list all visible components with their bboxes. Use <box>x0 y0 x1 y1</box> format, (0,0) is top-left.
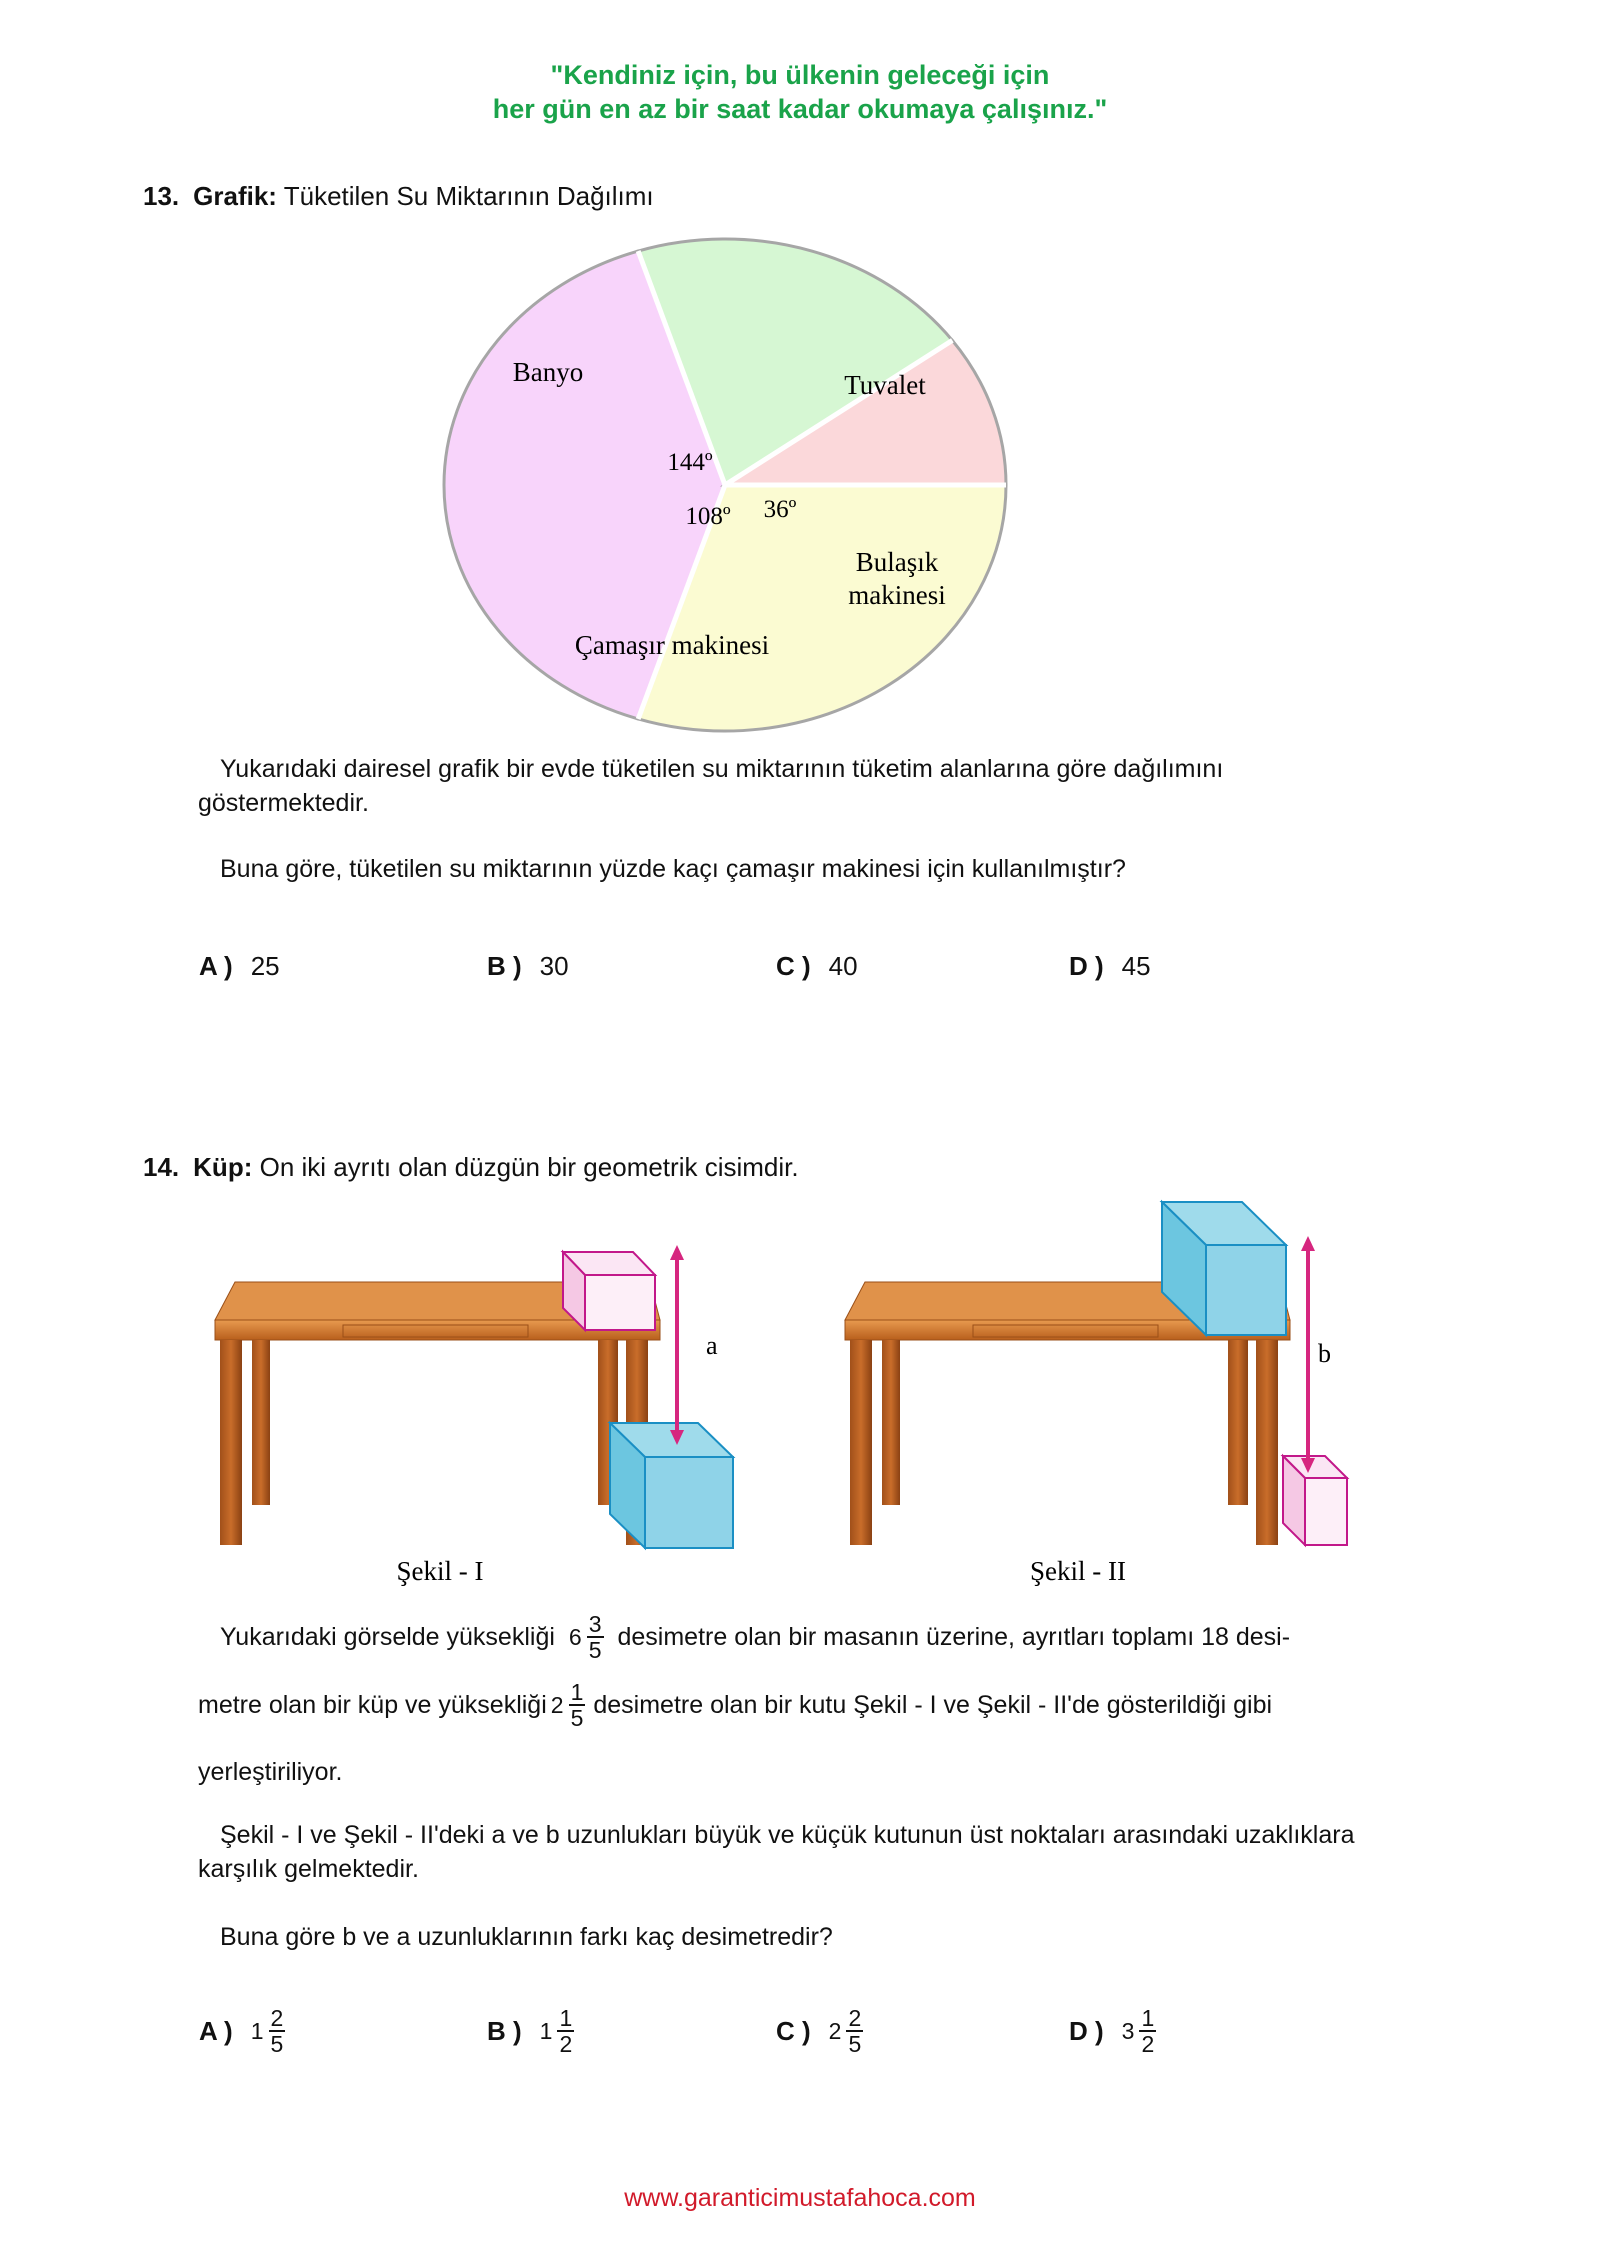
q13-option-d[interactable] <box>1069 951 1151 982</box>
q14-line-1 <box>220 1612 1290 1662</box>
q14-text1-post: desimetre olan bir masanın üzerine, ayrıtları toplamı 18 desi- <box>617 1622 1291 1651</box>
figure-label-2: Şekil - II <box>1030 1556 1126 1586</box>
box-height-whole: 2 <box>550 1691 564 1718</box>
motto <box>0 58 1600 126</box>
q13-title: Tüketilen Su Miktarının Dağılımı <box>283 181 654 211</box>
q14-text2-post: desimetre olan bir kutu Şekil - I ve Şekil - II'de gösterildiği gibi <box>593 1690 1273 1719</box>
q13-option-c-letter: C ) <box>776 951 811 981</box>
q14-option-b-den: 2 <box>559 2031 573 2057</box>
slice-label-tuvalet: Tuvalet <box>844 370 926 400</box>
slice-label-bulasik-1: Bulaşık <box>855 547 939 577</box>
box-height-den: 5 <box>570 1705 584 1731</box>
motto-line-1: "Kendiniz için, bu ülkenin geleceği için <box>550 60 1050 90</box>
q14-title: On iki ayrıtı olan düzgün bir geometrik cisimdir. <box>259 1152 799 1182</box>
table-height-den: 5 <box>588 1637 602 1663</box>
tables-figure <box>0 1190 1600 1590</box>
q14-option-d-num: 1 <box>1141 2005 1155 2031</box>
q14-option-a-whole: 1 <box>250 2017 264 2044</box>
q14-option-b[interactable] <box>487 2006 578 2056</box>
q14-option-b-whole: 1 <box>539 2017 553 2044</box>
q14-option-c-num: 2 <box>848 2005 862 2031</box>
q13-header <box>143 181 654 212</box>
q14-option-a-den: 5 <box>270 2031 284 2057</box>
q13-option-a-value: 25 <box>250 951 280 981</box>
q13-number: 13. <box>143 181 180 211</box>
q13-option-d-value: 45 <box>1121 951 1151 981</box>
footer-link[interactable]: www.garanticimustafahoca.com <box>624 2184 976 2212</box>
small-box-1 <box>563 1252 655 1330</box>
q13-option-b[interactable] <box>487 951 569 982</box>
arrow-a <box>670 1245 684 1445</box>
q13-option-b-letter: B ) <box>487 951 522 981</box>
angle-label-144: 144º <box>667 449 713 476</box>
slice-label-camasir: Çamaşır makinesi <box>574 630 770 660</box>
q14-option-d[interactable] <box>1069 2006 1160 2056</box>
box-height-num: 1 <box>570 1679 584 1705</box>
q14-option-a[interactable] <box>199 2006 289 2056</box>
figure-label-1: Şekil - I <box>396 1556 484 1586</box>
q14-option-d-letter: D ) <box>1069 2015 1104 2046</box>
q13-question: Buna göre, tüketilen su miktarının yüzde kaçı çamaşır makinesi için kullanılmıştır? <box>220 855 1126 883</box>
q14-option-c-whole: 2 <box>828 2017 842 2044</box>
q13-option-c-value: 40 <box>828 951 858 981</box>
q14-line-2 <box>198 1680 1272 1730</box>
arrow-b <box>1301 1236 1315 1473</box>
angle-label-36: 36º <box>763 496 797 523</box>
cube-1 <box>610 1423 733 1548</box>
q13-option-a-letter: A ) <box>199 951 233 981</box>
table-height-whole: 6 <box>568 1623 582 1650</box>
q14-question: Buna göre b ve a uzunluklarının farkı kaç desimetredir? <box>220 1923 833 1951</box>
q13-option-b-value: 30 <box>539 951 569 981</box>
q14-option-b-num: 1 <box>559 2005 573 2031</box>
q14-option-d-whole: 3 <box>1121 2017 1135 2044</box>
q14-option-c-den: 5 <box>848 2031 862 2057</box>
q14-option-a-num: 2 <box>270 2005 284 2031</box>
q14-header <box>143 1152 799 1183</box>
q14-option-a-letter: A ) <box>199 2015 233 2046</box>
q13-option-d-letter: D ) <box>1069 951 1104 981</box>
slice-label-bulasik-2: makinesi <box>848 580 946 610</box>
arrow-b-label: b <box>1318 1339 1331 1368</box>
q14-text1-pre: Yukarıdaki görselde yüksekliği <box>220 1622 555 1651</box>
q14-text3: yerleştiriliyor. <box>198 1758 343 1786</box>
slice-label-banyo: Banyo <box>512 357 584 387</box>
q13-paragraph: Yukarıdaki dairesel grafik bir evde tüketilen su miktarının tüketim alanlarına göre dağılımını göstermektedir. <box>198 755 1224 817</box>
pie-chart <box>0 225 1600 765</box>
motto-line-2: her gün en az bir saat kadar okumaya çalışınız." <box>492 94 1108 124</box>
q13-option-c[interactable] <box>776 951 858 982</box>
small-box-2 <box>1283 1456 1347 1545</box>
q14-option-c[interactable] <box>776 2006 867 2056</box>
angle-label-108: 108º <box>685 503 731 530</box>
table-height-num: 3 <box>588 1611 602 1637</box>
arrow-a-label: a <box>706 1331 718 1360</box>
q14-option-c-letter: C ) <box>776 2015 811 2046</box>
q14-number: 14. <box>143 1152 180 1182</box>
q14-text2-pre: metre olan bir küp ve yüksekliği <box>198 1690 547 1719</box>
q14-paragraph: Şekil - I ve Şekil - II'deki a ve b uzunlukları büyük ve küçük kutunun üst noktaları arasındaki uzaklıklara karşılık gelmektedir. <box>198 1821 1355 1883</box>
q13-label: Grafik: <box>193 181 277 211</box>
q14-option-b-letter: B ) <box>487 2015 522 2046</box>
table-height-fraction <box>569 1612 608 1662</box>
box-height-fraction <box>551 1680 590 1730</box>
q13-option-a[interactable] <box>199 951 280 982</box>
q14-option-d-den: 2 <box>1141 2031 1155 2057</box>
q14-label: Küp: <box>193 1152 253 1182</box>
